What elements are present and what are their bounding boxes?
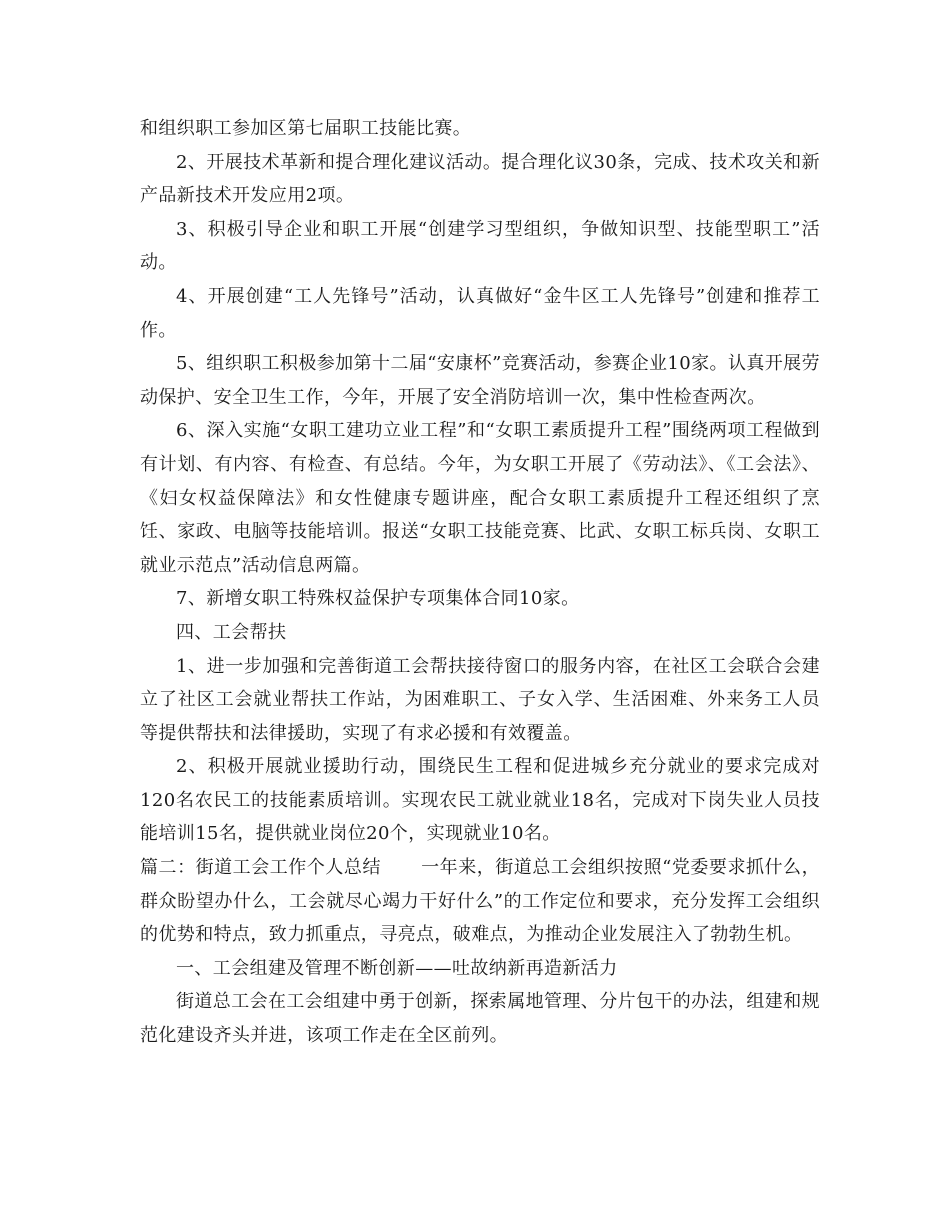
paragraph: 6、深入实施“女职工建功立业工程”和“女职工素质提升工程”围绕两项工程做到有计划、有内容、有检查、有总结。今年，为女职工开展了《劳动法》、《工会法》、《妇女权益保障法》和女性健康专题讲座，配合女职工素质提升工程还组织了烹饪、家政、电脑等技能培训。报送“女职工技能竞赛、比武、女职工标兵岗、女职工就业示范点”活动信息两篇。 <box>140 420 820 576</box>
paragraph: 5、组织职工积极参加第十二届“安康杯”竞赛活动，参赛企业10家。认真开展劳动保护、安全卫生工作，今年，开展了安全消防培训一次，集中性检查两次。 <box>140 353 820 408</box>
paragraph: 1、进一步加强和完善街道工会帮扶接待窗口的服务内容，在社区工会联合会建立了社区工会就业帮扶工作站，为困难职工、子女入学、生活困难、外来务工人员等提供帮扶和法律援助，实现了有求必援和有效覆盖。 <box>140 655 820 744</box>
paragraph: 和组织职工参加区第七届职工技能比赛。 <box>140 118 472 139</box>
paragraph: 7、新增女职工特殊权益保护专项集体合同10家。 <box>176 588 580 610</box>
section-intro-paragraph <box>140 851 820 952</box>
paragraph: 4、开展创建“工人先锋号”活动，认真做好“金牛区工人先锋号”创建和推荐工作。 <box>140 285 820 341</box>
article-intro: 一年来，街道总工会组织按照“党委要求抓什么，群众盼望办什么，工会就尽心竭力干好什么”的工作定位和要求，充分发挥工会组织的优势和特点，致力抓重点，寻亮点，破难点，为推动企业发展注入了勃勃生机。 <box>140 857 820 946</box>
paragraph: 3、积极引导企业和职工开展“创建学习型组织，争做知识型、技能型职工”活动。 <box>140 218 820 274</box>
paragraph: 2、积极开展就业援助行动，围绕民生工程和促进城乡充分就业的要求完成对120名农民工的技能素质培训。实现农民工就业就业18名，完成对下岗失业人员技能培训15名，提供就业岗位20个，实现就业10名。 <box>140 756 820 845</box>
section-heading: 四、工会帮扶 <box>176 621 287 643</box>
paragraph: 2、开展技术革新和提合理化建议活动。提合理化议30条，完成、技术攻关和新产品新技术开发应用2项。 <box>140 151 820 207</box>
paragraph: 街道总工会在工会组建中勇于创新，探索属地管理、分片包干的办法，组建和规范化建设齐头并进，该项工作走在全区前列。 <box>140 991 820 1047</box>
article-title: 篇二：街道工会工作个人总结 <box>140 857 381 879</box>
document-body <box>140 112 820 1053</box>
section-heading: 一、工会组建及管理不断创新——吐故纳新再造新活力 <box>176 957 618 979</box>
